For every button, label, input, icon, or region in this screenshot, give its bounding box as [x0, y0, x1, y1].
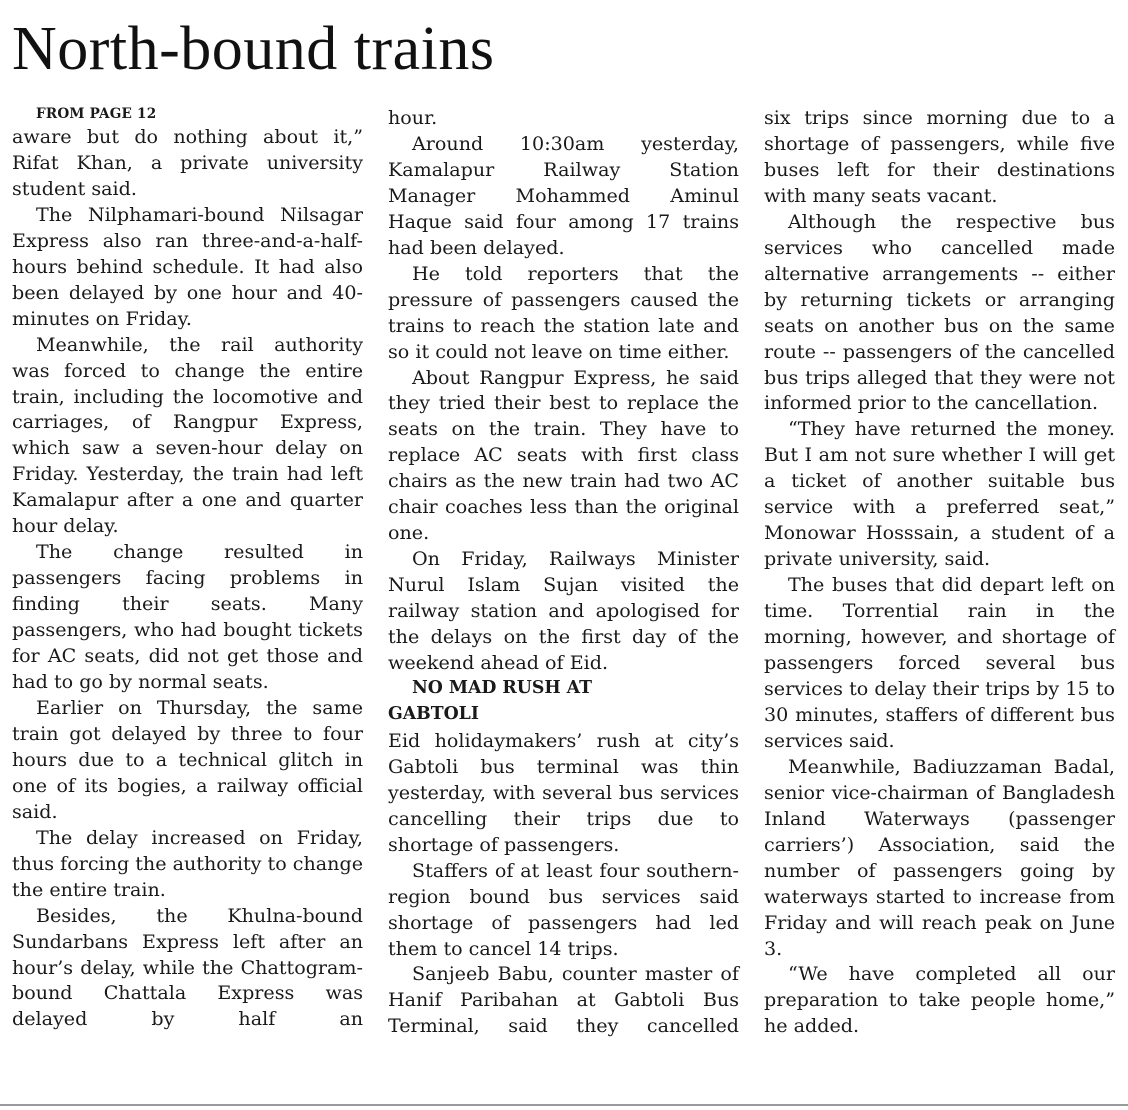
article-column-2: [388, 105, 739, 1039]
paragraph: Around 10:30am yesterday, Kamalapur Railway Station Manager Mohammed Aminul Haque said four among 17 trains had been delayed.: [388, 131, 739, 259]
paragraph: Earlier on Thursday, the same train got delayed by three to four hours due to a technical glitch in one of its bogies, a railway official said.: [12, 695, 363, 823]
paragraph: Although the respective bus services who cancelled made alternative arrangements -- either by returning tickets or arranging seats on another bus on the same route -- passengers of the cancelled bus trips alleged that they were not informed prior to the cancellation.: [764, 209, 1115, 415]
paragraph: The change resulted in passengers facing problems in finding their seats. Many passengers, who had bought tickets for AC seats, did not get those and had to go by normal seats.: [12, 540, 363, 694]
paragraph: six trips since morning due to a shortage of passengers, while five buses left for their destinations with many seats vacant.: [764, 106, 1115, 207]
paragraph: The Nilphamari-bound Nilsagar Express also ran three-and-a-half-hours behind schedule. It had also been delayed by one hour and 40-minutes on Friday.: [12, 202, 363, 330]
paragraph: Sanjeeb Babu, counter master of Hanif Paribahan at Gabtoli Bus Terminal, said they cancelled: [388, 962, 739, 1038]
subhead: [388, 676, 739, 728]
paragraph: aware but do nothing about it,” Rifat Khan, a private university student said.: [12, 125, 363, 200]
paragraph: Staffers of at least four southern-region bound bus services said shortage of passengers had led them to cancel 14 trips.: [388, 858, 739, 960]
paragraph: Meanwhile, the rail authority was forced to change the entire train, including the locomotive and carriages, of Rangpur Express, which saw a seven-hour delay on Friday. Yesterday, the train had left Kamalapur after a one and quarter hour delay.: [12, 332, 363, 538]
paragraph: He told reporters that the pressure of passengers caused the trains to reach the station late and so it could not leave on time either.: [388, 261, 739, 363]
paragraph: Eid holidaymakers’ rush at city’s Gabtoli bus terminal was thin yesterday, with several bus services cancelling their trips due to shortage of passengers.: [388, 728, 739, 856]
paragraph: Besides, the Khulna-bound Sundarbans Express left after an hour’s delay, while the Chattogram-bound Chattala Express was delayed by half an: [12, 903, 363, 1031]
jump-label: FROM PAGE 12: [36, 106, 157, 122]
headline: North-bound trains: [12, 15, 495, 83]
article-column-1: [12, 104, 363, 1032]
paragraph: The buses that did depart left on time. Torrential rain in the morning, however, and shortage of passengers forced several bus services to delay their trips by 15 to 30 minutes, staffers of different bus services said.: [764, 573, 1115, 752]
paragraph: On Friday, Railways Minister Nurul Islam Sujan visited the railway station and apologised for the delays on the first day of the weekend ahead of Eid.: [388, 547, 739, 675]
bottom-rule: [0, 1104, 1128, 1106]
paragraph: The delay increased on Friday, thus forcing the authority to change the entire train.: [12, 825, 363, 901]
paragraph: “We have completed all our preparation to take people home,” he added.: [764, 962, 1115, 1038]
paragraph: hour.: [388, 106, 438, 129]
paragraph: About Rangpur Express, he said they tried their best to replace the seats on the train. They have to replace AC seats with first class chairs as the new train had two AC chair coaches less than the original one.: [388, 365, 739, 545]
article-column-3: [764, 105, 1115, 1039]
paragraph: “They have returned the money. But I am not sure whether I will get a ticket of another suitable bus service with a preferred seat,” Monowar Hosssain, a student of a private university, said.: [764, 417, 1115, 571]
subhead-line-1: NO MAD RUSH AT: [412, 677, 592, 698]
paragraph: Meanwhile, Badiuzzaman Badal, senior vice-chairman of Bangladesh Inland Waterways (passenger carriers’) Association, said the number of passengers going by waterways started to increase from Friday and will reach peak on June 3.: [764, 754, 1115, 960]
subhead-line-2: GABTOLI: [388, 703, 479, 724]
